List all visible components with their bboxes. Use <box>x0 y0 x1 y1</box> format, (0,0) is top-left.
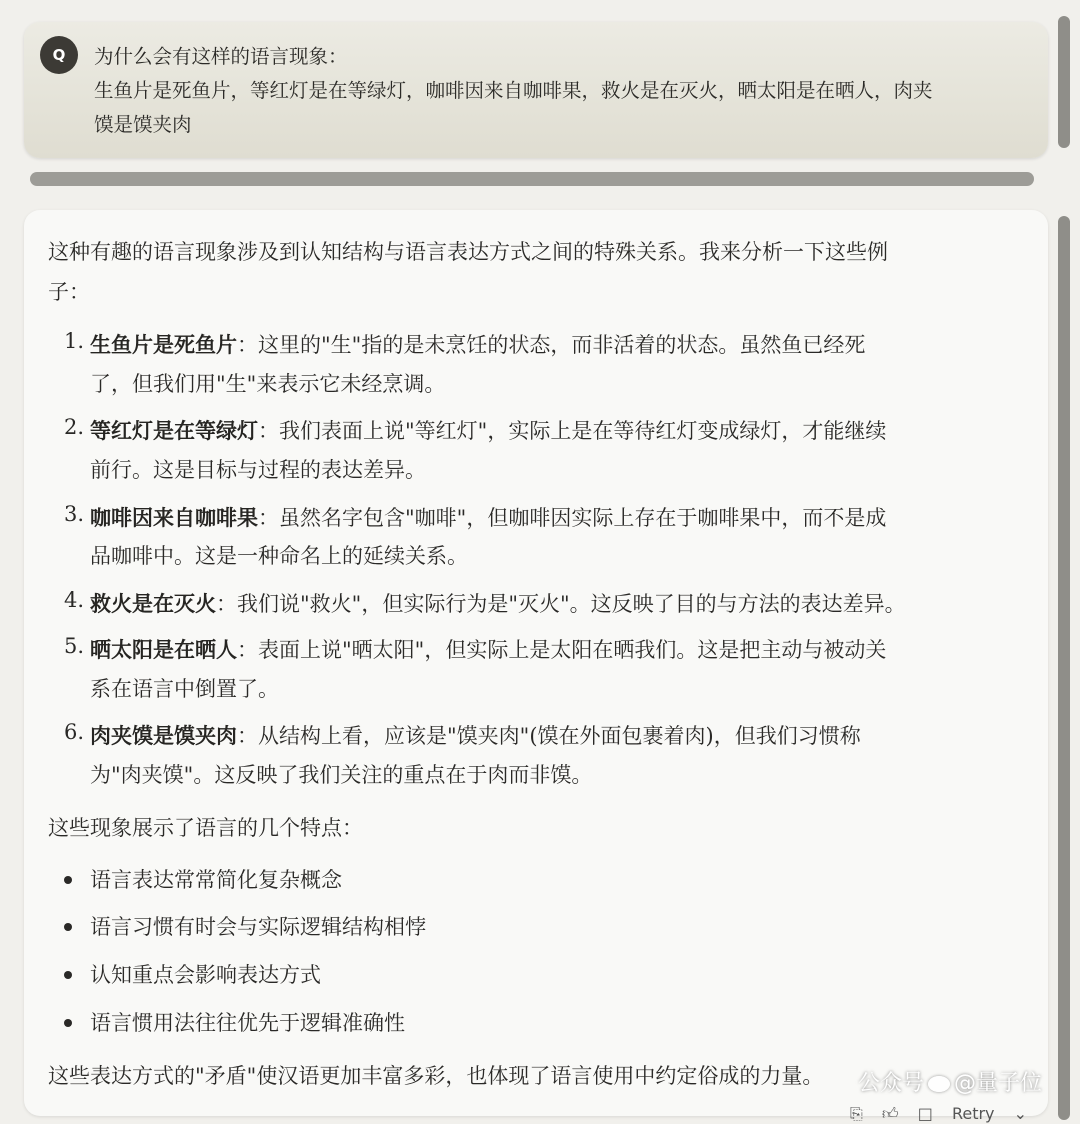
user-message-line: 为什么会有这样的语言现象： <box>94 45 348 68</box>
item-title: 晒太阳是在晒人 <box>90 637 237 662</box>
conclusion-text: 这些表达方式的"矛盾"使汉语更加丰富多彩，也体现了语言使用中约定俗成的力量。 <box>48 1064 824 1088</box>
numbered-item-line: 前行。这是目标与过程的表达差异。 <box>90 458 426 482</box>
user-message-card <box>24 22 1048 158</box>
bullet-item: 语言表达常常简化复杂概念 <box>90 868 342 892</box>
numbered-item-line <box>90 329 865 359</box>
watermark-prefix: 公众号 <box>858 1071 925 1096</box>
numbered-item-line <box>90 634 886 664</box>
list-number: 5. <box>64 634 85 658</box>
item-text: ：我们表面上说"等红灯"，实际上是在等待红灯变成绿灯，才能继续 <box>258 419 887 443</box>
list-number: 1. <box>64 329 85 353</box>
bullet-item: 语言惯用法往往优先于逻辑准确性 <box>90 1011 405 1035</box>
numbered-item-line <box>90 502 886 532</box>
list-number: 4. <box>64 588 85 612</box>
item-title: 救火是在灭火 <box>90 591 216 616</box>
wechat-icon <box>928 1076 950 1092</box>
thumbs-down-icon[interactable]: □ <box>917 1104 933 1123</box>
list-number: 6. <box>64 720 85 744</box>
item-title: 等红灯是在等绿灯 <box>90 418 258 443</box>
watermark-name: @量子位 <box>954 1071 1043 1096</box>
item-text: ：我们说"救火"，但实际行为是"灭火"。这反映了目的与方法的表达差异。 <box>216 592 906 616</box>
bullet-dot <box>64 1019 72 1027</box>
intro-line: 子： <box>48 280 90 304</box>
item-title: 咖啡因来自咖啡果 <box>90 505 258 530</box>
retry-label: Retry <box>951 1104 995 1123</box>
item-text: ：表面上说"晒太阳"，但实际上是太阳在晒我们。这是把主动与被动关 <box>237 638 887 662</box>
user-message-line: 生鱼片是死鱼片，等红灯是在等绿灯，咖啡因来自咖啡果，救火是在灭火，晒太阳是在晒人，肉夹 <box>94 79 933 102</box>
numbered-item-line: 品咖啡中。这是一种命名上的延续关系。 <box>90 544 468 568</box>
response-action-bar <box>850 1104 1055 1124</box>
bullet-dot <box>64 876 72 884</box>
user-avatar: Q <box>40 36 78 74</box>
chevron-down-icon: ⌄ <box>1013 1104 1028 1123</box>
bullet-dot <box>64 923 72 931</box>
watermark <box>858 1066 1042 1097</box>
user-message-text <box>94 40 1034 142</box>
thumbs-up-icon[interactable]: 👍︎ <box>881 1104 899 1123</box>
numbered-item-line <box>90 588 906 618</box>
item-title: 肉夹馍是馍夹肉 <box>90 723 237 748</box>
item-title: 生鱼片是死鱼片 <box>90 332 237 357</box>
item-text: ：这里的"生"指的是未烹饪的状态，而非活着的状态。虽然鱼已经死 <box>237 333 866 357</box>
bullet-item: 认知重点会影响表达方式 <box>90 963 321 987</box>
numbered-item-line <box>90 415 886 445</box>
item-text: ：从结构上看，应该是"馍夹肉"(馍在外面包裹着肉)，但我们习惯称 <box>237 724 861 748</box>
user-message-scrollbar[interactable] <box>1058 16 1070 148</box>
bullet-item: 语言习惯有时会与实际逻辑结构相悖 <box>90 915 426 939</box>
bullet-dot <box>64 971 72 979</box>
list-number: 2. <box>64 415 85 439</box>
copy-icon[interactable]: ⎘ <box>850 1104 863 1123</box>
user-message-line: 馍是馍夹肉 <box>94 113 192 136</box>
numbered-item-line: 为"肉夹馍"。这反映了我们关注的重点在于肉而非馍。 <box>90 763 593 787</box>
features-intro: 这些现象展示了语言的几个特点： <box>48 816 363 840</box>
response-scrollbar[interactable] <box>1058 216 1070 1120</box>
horizontal-scrollbar[interactable] <box>30 172 1034 186</box>
intro-line: 这种有趣的语言现象涉及到认知结构与语言表达方式之间的特殊关系。我来分析一下这些例 <box>48 240 888 264</box>
numbered-item-line: 了，但我们用"生"来表示它未经烹调。 <box>90 372 446 396</box>
numbered-item-line: 系在语言中倒置了。 <box>90 677 279 701</box>
numbered-item-line <box>90 720 861 750</box>
list-number: 3. <box>64 502 85 526</box>
retry-button[interactable] <box>952 1104 1041 1123</box>
item-text: ：虽然名字包含"咖啡"，但咖啡因实际上存在于咖啡果中，而不是成 <box>258 506 887 530</box>
